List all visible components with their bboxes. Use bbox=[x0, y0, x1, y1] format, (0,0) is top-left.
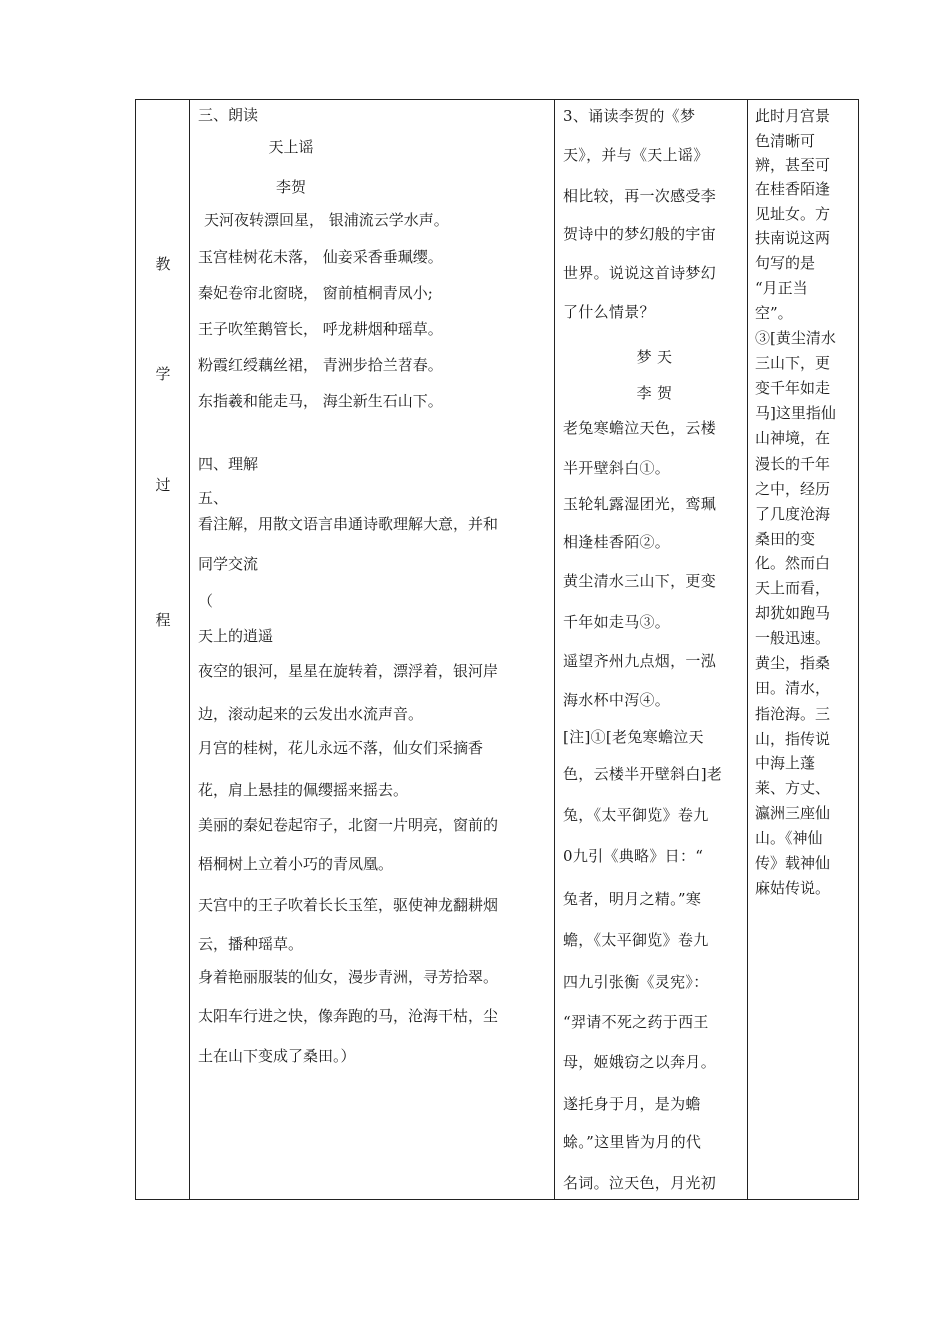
col3-line: 色，云楼半开壁斜白]老 bbox=[563, 765, 723, 783]
col2-line: 梧桐树上立着小巧的青凤凰。 bbox=[198, 855, 394, 873]
col4-line: 空”。 bbox=[755, 304, 793, 322]
col2-line: 花，肩上悬挂的佩缨摇来摇去。 bbox=[198, 781, 409, 799]
col2-line: 天上的逍遥 bbox=[198, 627, 274, 645]
comparison-poem-column bbox=[563, 100, 746, 1199]
col4-line: 传》载神仙 bbox=[755, 854, 831, 872]
col3-line: 老兔寒蟾泣天色，云楼 bbox=[563, 419, 717, 437]
col2-line: 四、理解 bbox=[198, 455, 259, 473]
col3-line: 李 贺 bbox=[636, 384, 673, 402]
col3-line: 半开壁斜白①。 bbox=[563, 459, 671, 477]
col3-line: 四九引张衡《灵宪》： bbox=[563, 973, 709, 991]
col3-line: 蟾，《太平御览》卷九 bbox=[563, 931, 709, 949]
col3-line: 黄尘清水三山下，更变 bbox=[563, 572, 717, 590]
col4-line: 之中，经历 bbox=[755, 480, 831, 498]
col4-line: “月正当 bbox=[755, 279, 808, 297]
col4-line: 田。清水， bbox=[755, 679, 831, 697]
column-divider bbox=[554, 100, 555, 1199]
col2-line: 秦妃卷帘北窗晓， 窗前植桐青凤小; bbox=[198, 284, 433, 302]
column-divider bbox=[747, 100, 748, 1199]
col2-line: 看注解，用散文语言串通诗歌理解大意，并和 bbox=[198, 515, 499, 533]
col2-line: 天宫中的王子吹着长长玉笙，驱使神龙翻耕烟 bbox=[198, 896, 499, 914]
row-label-char: 程 bbox=[155, 611, 171, 629]
col4-line: 山，指传说 bbox=[755, 730, 831, 748]
col4-line: 漫长的千年 bbox=[755, 455, 831, 473]
col4-line: 指沧海。三 bbox=[755, 705, 831, 723]
col2-line: 王子吹笙鹅管长， 呼龙耕烟种瑶草。 bbox=[198, 320, 443, 338]
col4-line: 三山下，更 bbox=[755, 354, 831, 372]
col4-line: 句写的是 bbox=[755, 254, 816, 272]
col2-line: 同学交流 bbox=[198, 555, 259, 573]
col4-line: 扶南说这两 bbox=[755, 229, 831, 247]
col2-line: 月宫的桂树，花儿永远不落，仙女们采摘香 bbox=[198, 739, 484, 757]
col4-line: 黄尘，指桑 bbox=[755, 654, 831, 672]
col4-line: ③[黄尘清水 bbox=[755, 329, 836, 347]
col2-line: 李贺 bbox=[275, 178, 306, 196]
col4-line: 却犹如跑马 bbox=[755, 604, 831, 622]
col2-line: 玉宫桂树花未落， 仙妾采香垂珮缨。 bbox=[198, 248, 443, 266]
col2-line: 夜空的银河，星星在旋转着，漂浮着，银河岸 bbox=[198, 662, 499, 680]
col3-line: 天》，并与《天上谣》 bbox=[563, 146, 709, 164]
col4-line: 此时月宫景 bbox=[755, 107, 831, 125]
col3-line: 0九引《典略》日：“ bbox=[563, 847, 704, 865]
col2-line: 天河夜转漂回星， 银浦流云学水声。 bbox=[204, 211, 449, 229]
col3-line: 梦 天 bbox=[636, 348, 673, 366]
col4-line: 了几度沧海 bbox=[755, 505, 831, 523]
col3-line: 海水杯中泻④。 bbox=[563, 691, 671, 709]
col4-line: 化。然而白 bbox=[755, 554, 831, 572]
col3-line: 世界。说说这首诗梦幻 bbox=[563, 264, 717, 282]
row-label-char: 学 bbox=[155, 365, 171, 383]
col3-line: 兔，《太平御览》卷九 bbox=[563, 806, 709, 824]
col3-line: 相比较，再一次感受李 bbox=[563, 187, 717, 205]
col3-line: 遥望齐州九点烟，一泓 bbox=[563, 652, 717, 670]
col3-line: 兔者，明月之精。”寒 bbox=[563, 890, 702, 908]
col2-line: 三、朗读 bbox=[198, 106, 259, 124]
col4-line: 辨，甚至可 bbox=[755, 156, 831, 174]
row-label-char: 教 bbox=[155, 255, 171, 273]
col2-line: 身着艳丽服装的仙女，漫步青洲，寻芳拾翠。 bbox=[198, 968, 499, 986]
col4-line: 一般迅速。 bbox=[755, 629, 831, 647]
col4-line: 马]这里指仙 bbox=[755, 404, 836, 422]
col3-line: “羿请不死之药于西王 bbox=[563, 1013, 709, 1031]
col4-line: 山神境，在 bbox=[755, 429, 831, 447]
col2-line: 云，播种瑶草。 bbox=[198, 935, 304, 953]
col3-line: 蜍。”这里皆为月的代 bbox=[563, 1133, 702, 1151]
col2-line: 美丽的秦妃卷起帘子，北窗一片明亮，窗前的 bbox=[198, 816, 499, 834]
reading-column bbox=[198, 100, 554, 1199]
col3-line: [注]①[老兔寒蟾泣天 bbox=[563, 728, 704, 746]
col2-line: 太阳车行进之快，像奔跑的马，沧海干枯，尘 bbox=[198, 1007, 499, 1025]
col3-line: 母，姬娥窃之以奔月。 bbox=[563, 1053, 717, 1071]
col3-line: 名词。泣天色，月光初 bbox=[563, 1174, 717, 1192]
lesson-table bbox=[135, 99, 859, 1200]
col3-line: 了什么情景？ bbox=[563, 303, 655, 321]
col4-line: 莱、方丈、 bbox=[755, 779, 831, 797]
col4-line: 在桂香陌逢 bbox=[755, 180, 831, 198]
col4-line: 色清晰可 bbox=[755, 132, 816, 150]
col2-line: 天上谣 bbox=[268, 138, 314, 156]
notes-column bbox=[755, 100, 855, 1199]
col4-line: 山。《神仙 bbox=[755, 829, 823, 847]
col4-line: 桑田的变 bbox=[755, 530, 816, 548]
col3-line: 遂托身于月，是为蟾 bbox=[563, 1095, 701, 1113]
col3-line: 贺诗中的梦幻般的宇宙 bbox=[563, 225, 717, 243]
col4-line: 麻姑传说。 bbox=[755, 879, 831, 897]
col3-line: 千年如走马③。 bbox=[563, 613, 671, 631]
row-label-column bbox=[136, 100, 190, 1199]
col2-line: 五、 bbox=[198, 489, 229, 507]
col3-line: 相逢桂香陌②。 bbox=[563, 533, 671, 551]
col3-line: 3、诵读李贺的《梦 bbox=[563, 107, 696, 125]
col3-line: 玉轮轧露湿团光，鸾珮 bbox=[563, 495, 717, 513]
col2-line: 粉霞红绶藕丝裙， 青洲步拾兰苕春。 bbox=[198, 356, 443, 374]
col4-line: 天上而看， bbox=[755, 579, 831, 597]
col4-line: 变千年如走 bbox=[755, 379, 831, 397]
col2-line: 土在山下变成了桑田。） bbox=[198, 1047, 356, 1065]
col2-line: 东指羲和能走马， 海尘新生石山下。 bbox=[198, 392, 443, 410]
col4-line: 见址女。方 bbox=[755, 205, 831, 223]
col2-line: （ bbox=[198, 592, 214, 610]
col4-line: 瀛洲三座仙 bbox=[755, 804, 831, 822]
col2-line: 边，滚动起来的云发出水流声音。 bbox=[198, 705, 424, 723]
col4-line: 中海上蓬 bbox=[755, 754, 816, 772]
row-label-char: 过 bbox=[155, 476, 171, 494]
